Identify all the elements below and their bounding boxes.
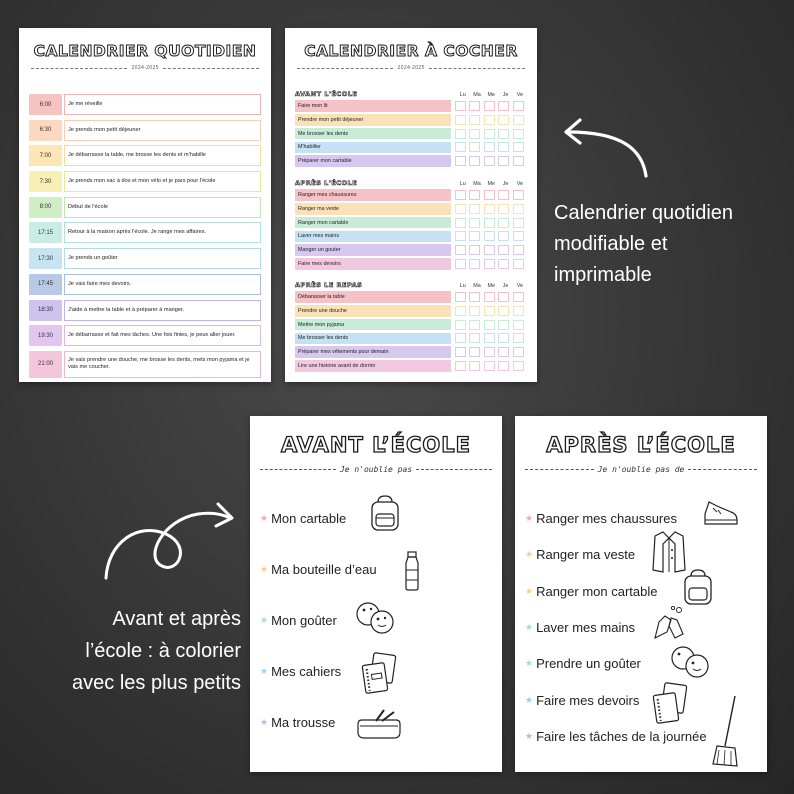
todo-label: Laver mes mains: [536, 619, 636, 635]
checklist-item-label: Prendre mon petit déjeuner: [295, 114, 451, 126]
divider: [525, 469, 594, 470]
todo-item: [525, 729, 707, 744]
checkbox[interactable]: [513, 292, 524, 302]
checkbox[interactable]: [498, 320, 509, 330]
checklist-row: [295, 100, 527, 112]
checkbox[interactable]: [455, 320, 466, 330]
checklist-row: [295, 319, 527, 331]
checklist-item-label: Faire mes devoirs: [295, 258, 451, 270]
checkbox[interactable]: [455, 333, 466, 343]
daily-time: 8:00: [29, 197, 62, 218]
daily-task: Je prends un goûter: [64, 248, 261, 269]
checkbox[interactable]: [469, 361, 480, 371]
checkbox[interactable]: [455, 231, 466, 241]
daily-row: [29, 248, 261, 269]
pencil-case-icon: [354, 708, 404, 740]
checklist-item-label: Débarasser la table: [295, 291, 451, 303]
day-header: Je: [502, 92, 509, 98]
checkbox[interactable]: [455, 306, 466, 316]
checklist-section-title: APRÈS L'ÉCOLE: [295, 179, 358, 187]
todo-label: Mon goûter: [271, 613, 337, 628]
divider: [429, 68, 525, 69]
checklist-row: [295, 333, 527, 345]
checklist-row: [295, 244, 527, 256]
checklist-item-label: Me brosser les dents: [295, 333, 451, 345]
checkbox[interactable]: [469, 204, 480, 214]
checkbox[interactable]: [513, 306, 524, 316]
todo-label: Mes cahiers: [271, 664, 342, 679]
checkbox[interactable]: [513, 245, 524, 255]
checkbox[interactable]: [484, 245, 495, 255]
todo-label: Ranger ma veste: [536, 547, 636, 563]
checkbox[interactable]: [498, 101, 509, 111]
checkbox[interactable]: [469, 156, 480, 166]
daily-row: [29, 94, 261, 115]
caption-line: imprimable: [554, 264, 652, 286]
checkbox[interactable]: [498, 347, 509, 357]
checkbox[interactable]: [484, 115, 495, 125]
star-icon: ★: [260, 717, 269, 727]
daily-row: [29, 197, 261, 218]
checklist-year-line: [297, 65, 525, 71]
star-icon: ★: [260, 513, 269, 523]
before-school-subtitle: Je n'oublie pas: [339, 465, 413, 474]
caption-coloring-sheets: [28, 603, 241, 699]
after-school-title: APRÈS L’ÉCOLE: [546, 433, 736, 457]
divider: [688, 469, 757, 470]
divider: [31, 68, 127, 69]
day-header: Ma: [473, 283, 481, 289]
daily-task: Je prends mon sac à dos et mon vélo et je pars pour l'école: [64, 171, 261, 192]
checkbox[interactable]: [484, 218, 495, 228]
checklist-item-label: Laver mes mains: [295, 231, 451, 243]
checkbox[interactable]: [513, 320, 524, 330]
after-school-sheet: [515, 416, 767, 772]
day-header: Ve: [516, 181, 523, 187]
checkbox[interactable]: [498, 259, 509, 269]
checkbox[interactable]: [455, 190, 466, 200]
checkbox[interactable]: [484, 361, 495, 371]
checkbox[interactable]: [469, 115, 480, 125]
checkbox[interactable]: [469, 231, 480, 241]
daily-calendar-sheet: [19, 28, 271, 382]
daily-task: Je débarrasse et fait mes tâches. Une fois finies, je peux aller jouer.: [64, 325, 261, 346]
day-header: Ve: [516, 92, 523, 98]
checkbox[interactable]: [484, 306, 495, 316]
day-header: Je: [502, 181, 509, 187]
daily-row: [29, 274, 261, 295]
checklist-section: [295, 278, 527, 372]
caption-line: modifiable et: [554, 233, 668, 255]
todo-label: Faire mes devoirs: [536, 692, 640, 708]
star-icon: ★: [525, 658, 534, 669]
checkbox[interactable]: [469, 245, 480, 255]
checkbox[interactable]: [469, 292, 480, 302]
checkbox[interactable]: [455, 245, 466, 255]
checklist-item-label: Préparer mes vêtements pour demain: [295, 346, 451, 358]
checklist-item-label: Mettre mon pyjama: [295, 319, 451, 331]
daily-time: 17:15: [29, 222, 62, 243]
checkbox[interactable]: [513, 347, 524, 357]
checkbox[interactable]: [455, 361, 466, 371]
daily-time: 6:30: [29, 120, 62, 141]
divider: [416, 469, 492, 470]
todo-item: [260, 613, 337, 628]
todo-label: Ranger mes chaussures: [536, 511, 677, 526]
caption-daily-calendar: [554, 198, 733, 291]
checkbox[interactable]: [455, 347, 466, 357]
checklist-row: [295, 231, 527, 243]
todo-item: [525, 547, 635, 562]
daily-task: Je prends mon petit déjeuner: [64, 120, 261, 141]
daily-task: Début de l'école: [64, 197, 261, 218]
before-school-sheet: [250, 416, 502, 772]
checkbox[interactable]: [484, 347, 495, 357]
todo-label: Ma trousse: [271, 715, 336, 730]
checkbox[interactable]: [469, 129, 480, 139]
caption-line: avec les plus petits: [72, 672, 241, 694]
star-icon: ★: [525, 549, 534, 560]
daily-row: [29, 171, 261, 192]
day-header: Ma: [473, 181, 481, 187]
checkbox[interactable]: [484, 204, 495, 214]
checkbox[interactable]: [484, 231, 495, 241]
daily-year: 2024-2025: [131, 65, 159, 71]
checklist-row: [295, 128, 527, 140]
star-icon: ★: [525, 730, 534, 741]
checklist-section-title: AVANT L'ÉCOLE: [295, 90, 358, 98]
checkbox[interactable]: [469, 333, 480, 343]
daily-row: [29, 145, 261, 166]
after-school-subtitle-line: [525, 465, 757, 474]
checklist-year: 2024-2025: [397, 65, 425, 71]
checklist-section-header: [295, 176, 527, 187]
checklist-item-label: Ranger mes chaussures: [295, 189, 451, 201]
todo-label: Faire les tâches de la journée: [536, 728, 707, 744]
checkbox[interactable]: [469, 218, 480, 228]
checklist-row: [295, 360, 527, 372]
checklist-section-header: [295, 87, 527, 98]
day-header: Me: [487, 181, 496, 187]
checkbox[interactable]: [498, 115, 509, 125]
daily-time: 21:00: [29, 351, 62, 378]
checklist-section-header: [295, 278, 527, 289]
checklist-row: [295, 203, 527, 215]
checkbox[interactable]: [498, 292, 509, 302]
todo-item: [525, 693, 639, 708]
checkbox[interactable]: [498, 156, 509, 166]
checkbox[interactable]: [484, 190, 495, 200]
checklist-item-label: Lire une histoire avant de dormir: [295, 360, 451, 372]
checkbox[interactable]: [498, 333, 509, 343]
divider: [260, 469, 336, 470]
todo-item: [260, 715, 335, 730]
star-icon: ★: [525, 694, 534, 705]
day-header: Lu: [459, 181, 466, 187]
checkbox[interactable]: [455, 101, 466, 111]
water-bottle-icon: [400, 550, 424, 592]
checkbox[interactable]: [455, 115, 466, 125]
checklist-section-title: APRÈS LE REPAS: [295, 281, 363, 289]
checkbox[interactable]: [513, 101, 524, 111]
todo-label: Ranger mon cartable: [536, 583, 658, 599]
day-header: Lu: [459, 92, 466, 98]
daily-row: [29, 325, 261, 346]
checkbox[interactable]: [469, 320, 480, 330]
daily-task: Retour à la maison après l'école. Je range mes affaires.: [64, 222, 261, 243]
before-school-title: AVANT L’ÉCOLE: [281, 433, 471, 457]
checklist-row: [295, 142, 527, 154]
daily-time: 18:30: [29, 300, 62, 321]
checkbox[interactable]: [513, 361, 524, 371]
curved-arrow-icon: [558, 112, 654, 182]
checkbox[interactable]: [469, 306, 480, 316]
checkbox[interactable]: [513, 142, 524, 152]
sneakers-icon: [701, 496, 741, 528]
backpack-icon: [681, 568, 715, 606]
daily-time: 7:30: [29, 171, 62, 192]
daily-row: [29, 351, 261, 378]
checklist-item-label: Me brosser les dents: [295, 128, 451, 140]
checkbox[interactable]: [455, 259, 466, 269]
checkbox[interactable]: [498, 218, 509, 228]
checklist-item-label: Prendre une douche: [295, 305, 451, 317]
checklist-item-label: Préparer mon cartable: [295, 155, 451, 167]
daily-task: Je débarrasse la table, me brosse les dents et m'habille: [64, 145, 261, 166]
backpack-icon: [368, 494, 402, 532]
day-header: Lu: [459, 283, 466, 289]
todo-item: [260, 664, 341, 679]
checkbox[interactable]: [498, 204, 509, 214]
checklist-row: [295, 291, 527, 303]
checkbox[interactable]: [484, 259, 495, 269]
daily-calendar-title: CALENDRIER QUOTIDIEN: [33, 42, 257, 60]
todo-item: [525, 584, 657, 599]
daily-task: Je vais faire mes devoirs.: [64, 274, 261, 295]
checkbox[interactable]: [455, 218, 466, 228]
checklist-row: [295, 258, 527, 270]
daily-task: Je me réveille: [64, 94, 261, 115]
broom-icon: [711, 694, 743, 770]
checkbox[interactable]: [513, 115, 524, 125]
checkbox[interactable]: [498, 190, 509, 200]
checkbox[interactable]: [484, 156, 495, 166]
checklist-calendar-title: CALENDRIER À COCHER: [304, 42, 518, 60]
checklist-item-label: Ranger mon cartable: [295, 217, 451, 229]
todo-item: [525, 620, 635, 635]
daily-time: 17:45: [29, 274, 62, 295]
daily-rows: [29, 94, 261, 383]
checkbox[interactable]: [455, 129, 466, 139]
checklist-item-label: Ranger ma veste: [295, 203, 451, 215]
checkbox[interactable]: [513, 156, 524, 166]
checkbox[interactable]: [513, 218, 524, 228]
checkbox[interactable]: [484, 292, 495, 302]
cookies-icon: [669, 644, 711, 680]
notebooks-icon: [651, 682, 689, 724]
daily-time: 19:30: [29, 325, 62, 346]
checklist-section: [295, 176, 527, 270]
star-icon: ★: [260, 564, 269, 574]
checkbox[interactable]: [513, 259, 524, 269]
checklist-item-label: Faire mon lit: [295, 100, 451, 112]
day-header: Me: [487, 92, 496, 98]
checkbox[interactable]: [484, 320, 495, 330]
todo-item: [525, 656, 641, 671]
checkbox[interactable]: [513, 231, 524, 241]
checkbox[interactable]: [498, 361, 509, 371]
star-icon: ★: [525, 621, 534, 632]
star-icon: ★: [525, 513, 534, 523]
checklist-row: [295, 189, 527, 201]
daily-time: 6:00: [29, 94, 62, 115]
checkbox[interactable]: [455, 142, 466, 152]
todo-item: [260, 562, 377, 577]
daily-time: 17:30: [29, 248, 62, 269]
notebooks-icon: [360, 652, 398, 694]
daily-task: J'aide à mettre la table et à préparer à manger.: [64, 300, 261, 321]
checkbox[interactable]: [484, 333, 495, 343]
checklist-item-label: Manger un gouter: [295, 244, 451, 256]
todo-item: [525, 511, 677, 526]
checkbox[interactable]: [455, 292, 466, 302]
daily-row: [29, 300, 261, 321]
star-icon: ★: [260, 666, 269, 676]
checkbox[interactable]: [469, 142, 480, 152]
washing-hands-icon: [649, 604, 689, 644]
before-school-subtitle-line: [260, 465, 492, 474]
todo-label: Mon cartable: [271, 511, 347, 526]
checkbox[interactable]: [469, 101, 480, 111]
checkbox[interactable]: [513, 204, 524, 214]
cookies-icon: [354, 600, 396, 636]
divider: [163, 68, 259, 69]
caption-line: Avant et après: [112, 608, 241, 630]
checklist-row: [295, 114, 527, 126]
checkbox[interactable]: [484, 142, 495, 152]
checkbox[interactable]: [498, 306, 509, 316]
checklist-section: [295, 87, 527, 167]
daily-row: [29, 120, 261, 141]
daily-time: 7:00: [29, 145, 62, 166]
daily-row: [29, 222, 261, 243]
checkbox[interactable]: [469, 259, 480, 269]
checkbox[interactable]: [513, 190, 524, 200]
daily-year-line: [31, 65, 259, 71]
day-header: Ma: [473, 92, 481, 98]
checklist-calendar-sheet: [285, 28, 537, 382]
after-school-subtitle: Je n'oublie pas de: [597, 465, 685, 474]
divider: [297, 68, 393, 69]
caption-line: Calendrier quotidien: [554, 202, 734, 224]
checkbox[interactable]: [498, 142, 509, 152]
checklist-row: [295, 346, 527, 358]
checkbox[interactable]: [455, 204, 466, 214]
checkbox[interactable]: [498, 129, 509, 139]
checkbox[interactable]: [484, 129, 495, 139]
checkbox[interactable]: [498, 245, 509, 255]
checkbox[interactable]: [469, 347, 480, 357]
caption-line: l’école : à colorier: [85, 640, 241, 662]
todo-item: [260, 511, 346, 526]
day-header: Ve: [516, 283, 523, 289]
star-icon: ★: [525, 585, 534, 596]
checkbox[interactable]: [513, 333, 524, 343]
day-header: Me: [487, 283, 496, 289]
checklist-row: [295, 217, 527, 229]
checkbox[interactable]: [469, 190, 480, 200]
checkbox[interactable]: [484, 101, 495, 111]
checkbox[interactable]: [513, 129, 524, 139]
checklist-row: [295, 305, 527, 317]
star-icon: ★: [260, 615, 269, 625]
todo-label: Prendre un goûter: [536, 656, 641, 672]
todo-label: Ma bouteille d’eau: [271, 562, 377, 577]
checklist-item-label: M'habiller: [295, 142, 451, 154]
checkbox[interactable]: [455, 156, 466, 166]
looped-arrow-icon: [100, 490, 240, 582]
checklist-row: [295, 155, 527, 167]
daily-task: Je vais prendre une douche, me brosse les dents, mets mon pyjama et je vais me coucher.: [64, 351, 261, 378]
checkbox[interactable]: [498, 231, 509, 241]
day-header: Je: [502, 283, 509, 289]
